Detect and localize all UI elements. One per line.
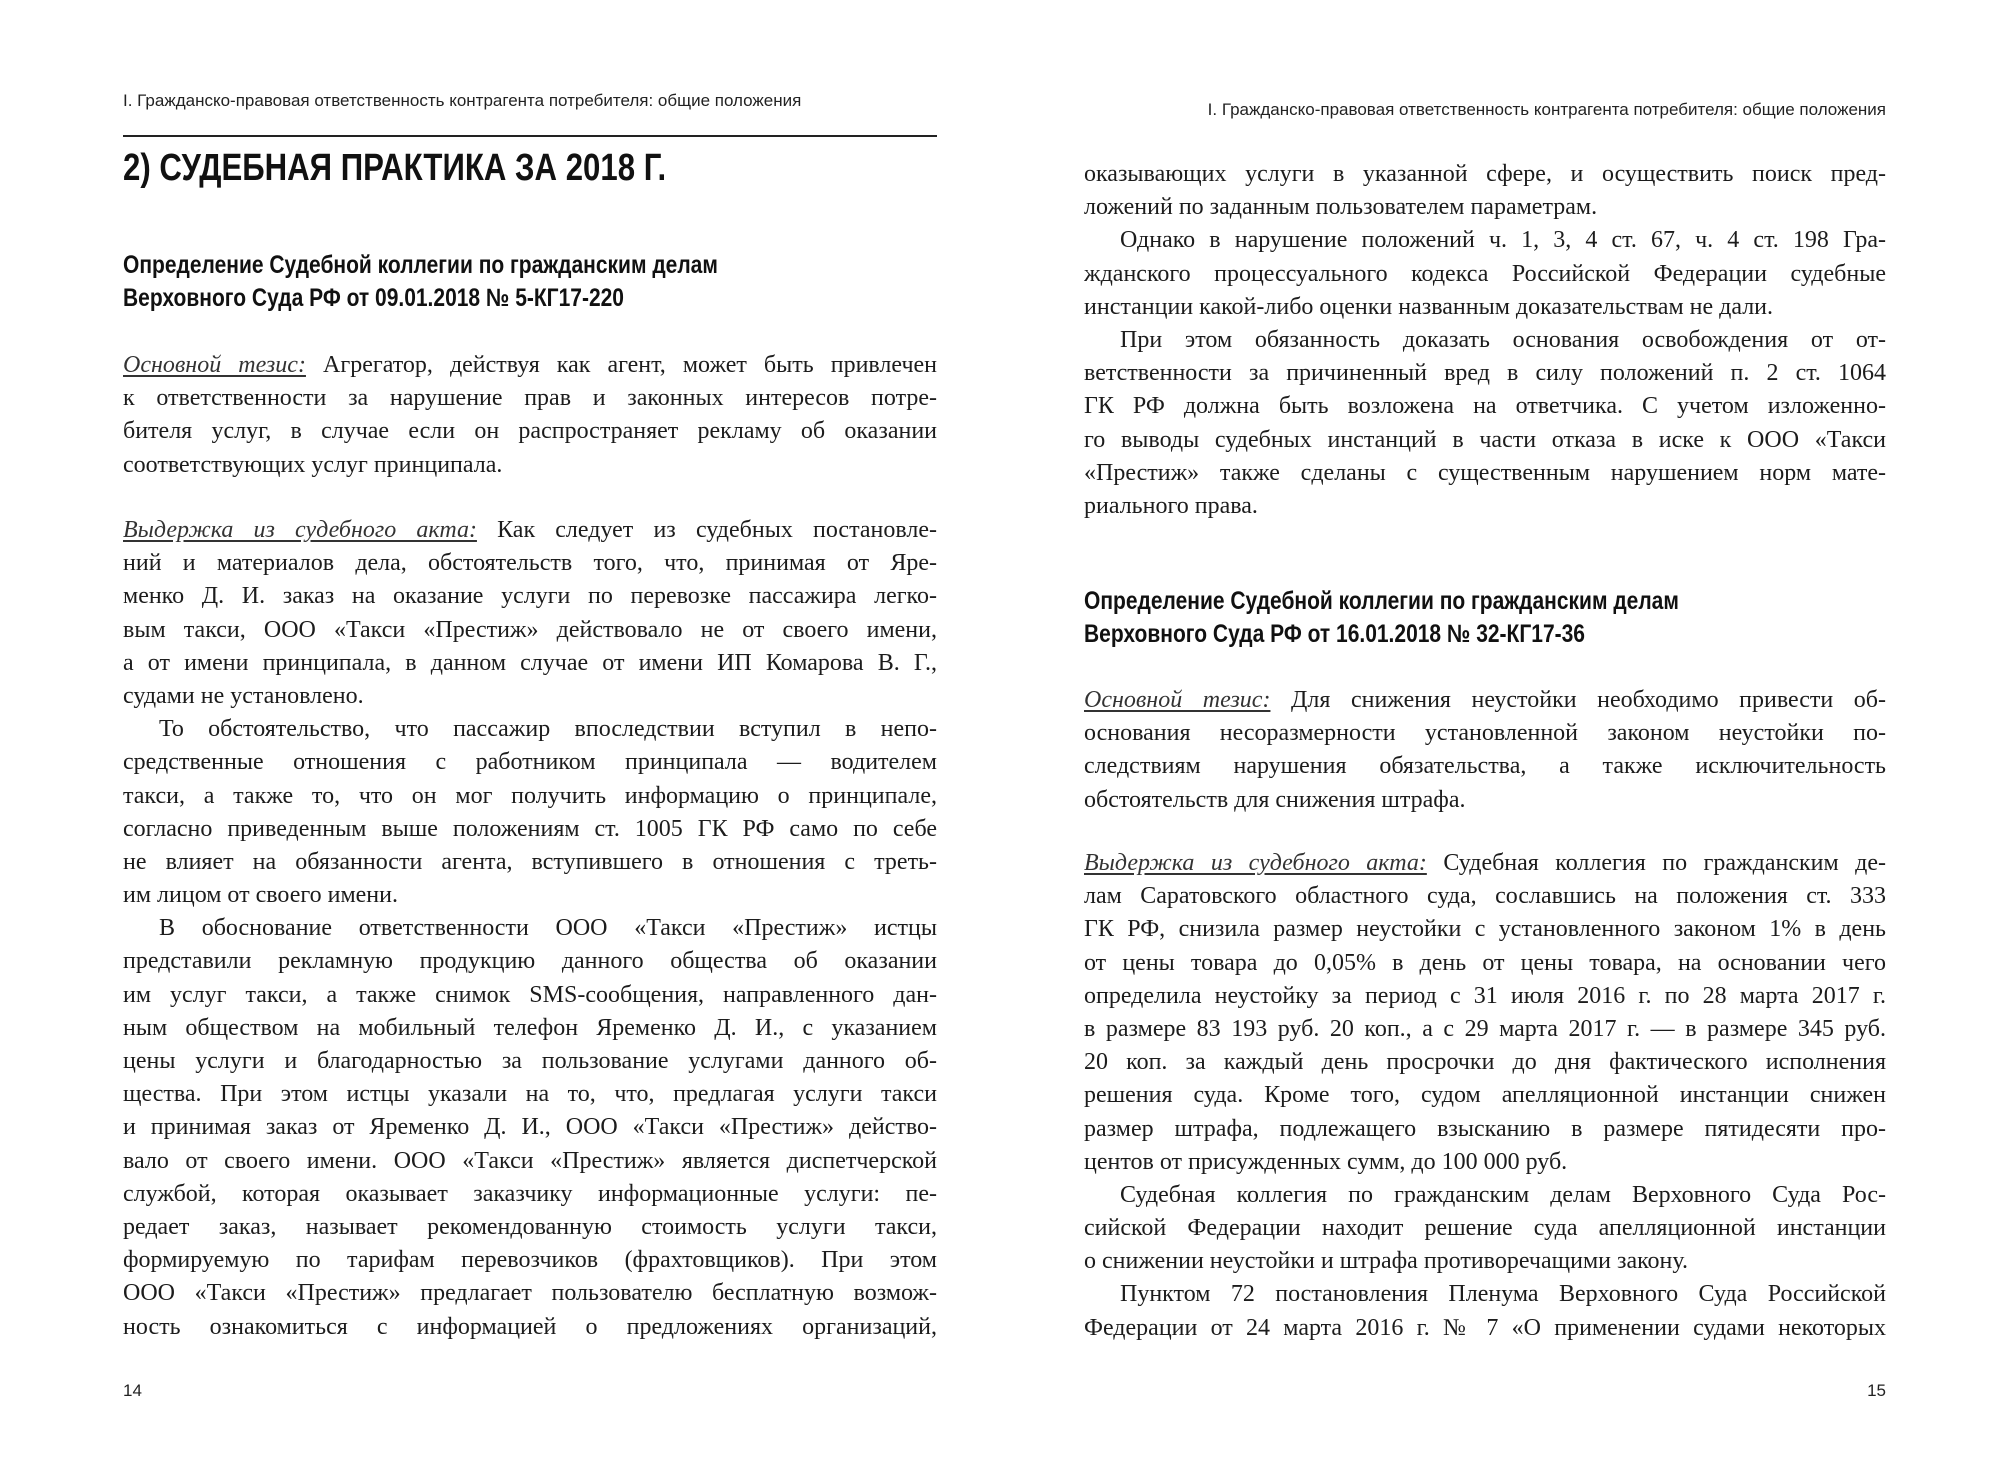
text-line-content: а от имени принципала, в данном случае от имени ИП Комарова В. Г.,: [123, 649, 937, 676]
text-line-content: центов от присужденных сумм, до 100 000 руб.: [1084, 1148, 1568, 1175]
text-line: [123, 349, 937, 382]
text-line: [1084, 784, 1886, 817]
section-title: 2) СУДЕБНАЯ ПРАКТИКА ЗА 2018 Г.: [123, 147, 667, 189]
text-line: [123, 912, 937, 945]
text-line-content: к ответственности за нарушение прав и законных интересов потре-: [123, 385, 937, 412]
continued-text: [1084, 158, 1886, 523]
text-line-content: им лицом от своего имени.: [123, 882, 398, 909]
text-line: [1084, 457, 1886, 490]
text-line: [123, 614, 937, 647]
thesis-2: [1084, 684, 1886, 817]
text-line: [123, 680, 937, 713]
text-line-content: ветственности за причиненный вред в силу положений п. 2 ст. 1064: [1084, 360, 1886, 387]
text-line: [1084, 158, 1886, 191]
excerpt-2: [1084, 847, 1886, 1345]
text-line-content: обстоятельств для снижения штрафа.: [1084, 786, 1466, 813]
text-line-content: оказывающих услуги в указанной сфере, и осуществить поиск пред-: [1084, 161, 1886, 187]
text-line-content: им услуг такси, а также снимок SMS-сообщения, направленного дан-: [123, 981, 937, 1008]
text-line-content: и принимая заказ от Яременко Д. И., ООО «Такси «Престиж» действо-: [123, 1114, 937, 1141]
text-line-content: редает заказ, называет рекомендованную стоимость услуги такси,: [123, 1213, 937, 1240]
text-line: [1084, 1013, 1886, 1046]
text-line-content: согласно приведенным выше положениям ст. 1005 ГК РФ само по себе: [123, 815, 937, 842]
text-line-content: «Престиж» также сделаны с существенным нарушением норм мате-: [1084, 459, 1886, 486]
text-line-content: такси, а также то, что он мог получить информацию о принципале,: [123, 782, 937, 809]
text-line-content: Федерации от 24 марта 2016 г. № 7 «О применении судами некоторых: [1084, 1314, 1886, 1341]
page-number-right: 15: [1867, 1381, 1886, 1400]
text-line-content: Для снижения неустойки необходимо привести об-: [1291, 687, 1886, 713]
text-line-content: определила неустойку за период с 31 июля 2016 г. по 28 марта 2017 г.: [1084, 982, 1886, 1009]
page-number-left: 14: [123, 1381, 142, 1400]
text-line-content: в размере 83 193 руб. 20 коп., а с 29 марта 2017 г. — в размере 345 руб.: [1084, 1015, 1886, 1042]
text-line-content: вым такси, ООО «Такси «Престиж» действовало не от своего имени,: [123, 616, 937, 643]
running-header-left: I. Гражданско-правовая ответственность контрагента потребителя: общие положения: [123, 91, 802, 110]
text-line: [1084, 947, 1886, 980]
text-line-content: ООО «Такси «Престиж» предлагает пользователю бесплатную возмож-: [123, 1280, 937, 1307]
text-line: [1084, 390, 1886, 423]
text-line: [123, 1211, 937, 1244]
text-line-content: о снижении неустойки и штрафа противоречащими закону.: [1084, 1248, 1688, 1275]
text-line: [123, 1012, 937, 1045]
text-line: [123, 746, 937, 779]
text-line: [1084, 1312, 1886, 1345]
section-label: Основной тезис:: [123, 352, 306, 378]
text-line: [123, 945, 937, 978]
case-heading-1: [123, 249, 937, 315]
text-line-content: Пунктом 72 постановления Пленума Верховного Суда Российской: [1120, 1281, 1886, 1308]
text-line: [123, 1244, 937, 1277]
text-line: [123, 846, 937, 879]
text-line-content: соответствующих услуг принципала.: [123, 451, 503, 478]
text-line-content: ний и материалов дела, обстоятельств того, что, принимая от Яре-: [123, 550, 937, 577]
text-line-content: размер штрафа, подлежащего взысканию в размере пятидесяти про-: [1084, 1115, 1886, 1142]
section-label: Основной тезис:: [1084, 687, 1271, 713]
text-line-content: го выводы судебных инстанций в части отказа в иске к ООО «Такси: [1084, 426, 1886, 453]
text-line: [123, 780, 937, 813]
text-line: [123, 415, 937, 448]
text-line: [123, 647, 937, 680]
text-line: [1084, 1179, 1886, 1212]
text-line: [1084, 913, 1886, 946]
text-line: [1084, 1046, 1886, 1079]
text-line-content: Судебная коллегия по гражданским де-: [1443, 850, 1886, 876]
running-header-right: I. Гражданско-правовая ответственность контрагента потребителя: общие положения: [1207, 100, 1886, 119]
text-line-content: ность ознакомиться с информацией о предложениях организаций,: [123, 1313, 937, 1340]
text-line-content: ГК РФ, снизила размер неустойки с установленного законом 1% в день: [1084, 916, 1886, 943]
text-line-content: ным обществом на мобильный телефон Яременко Д. И., с указанием: [123, 1014, 937, 1041]
text-line: [123, 879, 937, 912]
text-line: [123, 979, 937, 1012]
text-line-content: от цены товара до 0,05% в день от цены товара, на основании чего: [1084, 949, 1886, 976]
text-line-content: вало от своего имени. ООО «Такси «Престиж» является диспетчерской: [123, 1147, 937, 1174]
text-line: [123, 580, 937, 613]
text-line: [123, 382, 937, 415]
text-line: [123, 713, 937, 746]
text-line: [1084, 1245, 1886, 1278]
text-line-content: не влияет на обязанности агента, вступившего в отношения с треть-: [123, 848, 937, 875]
text-line: [123, 1277, 937, 1310]
text-line: [1084, 258, 1886, 291]
text-line-content: Агрегатор, действуя как агент, может быть привлечен: [323, 352, 937, 378]
text-line-content: представили рекламную продукцию данного общества об оказании: [123, 948, 937, 975]
text-line-content: решения суда. Кроме того, судом апелляционной инстанции снижен: [1084, 1082, 1886, 1109]
text-line: [123, 813, 937, 846]
text-line: [1084, 684, 1886, 717]
text-line: [1084, 980, 1886, 1013]
text-line: [123, 1078, 937, 1111]
text-line-content: следствиям нарушения обязательства, а также исключительность: [1084, 753, 1886, 780]
text-line-content: ложений по заданным пользователем параметрам.: [1084, 194, 1598, 221]
text-line: [123, 1178, 937, 1211]
text-line-content: службой, которая оказывает заказчику информационные услуги: пе-: [123, 1180, 937, 1207]
text-line-content: ГК РФ должна быть возложена на ответчика. С учетом изложенно-: [1084, 393, 1886, 420]
text-line: [1084, 191, 1886, 224]
text-line-content: бителя услуг, в случае если он распространяет рекламу об оказании: [123, 418, 937, 445]
text-line-content: Как следует из судебных постановле-: [497, 517, 937, 543]
text-line-content: судами не установлено.: [123, 682, 364, 709]
text-line-content: То обстоятельство, что пассажир впоследствии вступил в непо-: [159, 716, 937, 743]
text-line: [1084, 357, 1886, 390]
text-line: [123, 547, 937, 580]
text-line-content: менко Д. И. заказ на оказание услуги по перевозке пассажира легко-: [123, 583, 937, 610]
text-line-content: Судебная коллегия по гражданским делам Верховного Суда Рос-: [1120, 1181, 1886, 1208]
case-heading-line: Определение Судебной коллегии по гражданским делам: [1084, 587, 1679, 615]
text-line: [1084, 1212, 1886, 1245]
text-line: [123, 1311, 937, 1344]
text-line: [1084, 324, 1886, 357]
case-heading-line: Определение Судебной коллегии по гражданским делам: [123, 251, 718, 279]
text-line-content: риального права.: [1084, 492, 1258, 519]
text-line-content: основания несоразмерности установленной законом неустойки по-: [1084, 720, 1886, 747]
case-heading-line: Верховного Суда РФ от 16.01.2018 № 32-КГ17-36: [1084, 620, 1585, 649]
text-line-content: Однако в нарушение положений ч. 1, 3, 4 ст. 67, ч. 4 ст. 198 Гра-: [1120, 227, 1886, 254]
text-line-content: инстанции какой-либо оценки названным доказательствам не дали.: [1084, 293, 1774, 320]
section-label: Выдержка из судебного акта:: [1084, 850, 1427, 876]
excerpt-1: [123, 514, 937, 1344]
text-line: [1084, 424, 1886, 457]
text-line: [1084, 1113, 1886, 1146]
text-line-content: формируемую по тарифам перевозчиков (фрахтовщиков). При этом: [123, 1247, 937, 1274]
text-line-content: цены услуги и благодарностью за пользование услугами данного об-: [123, 1048, 937, 1074]
text-line: [1084, 224, 1886, 257]
text-line: [123, 1145, 937, 1178]
header-rule: [123, 135, 937, 137]
text-line-content: щества. При этом истцы указали на то, что, предлагая услуги такси: [123, 1081, 937, 1108]
case-heading-2: [1084, 585, 1886, 651]
text-line: [123, 514, 937, 547]
text-line: [1084, 750, 1886, 783]
text-line: [1084, 1079, 1886, 1112]
text-line: [123, 1045, 937, 1078]
text-line: [1084, 880, 1886, 913]
text-line-content: жданского процессуального кодекса Российской Федерации судебные: [1084, 260, 1886, 287]
text-line: [123, 449, 937, 482]
section-label: Выдержка из судебного акта:: [123, 517, 477, 543]
text-line: [1084, 490, 1886, 523]
text-line-content: 20 коп. за каждый день просрочки до дня фактического исполнения: [1084, 1049, 1886, 1076]
text-line: [1084, 1278, 1886, 1311]
thesis-1: [123, 349, 937, 482]
text-line: [123, 1111, 937, 1144]
text-line: [1084, 847, 1886, 880]
text-line-content: средственные отношения с работником принципала — водителем: [123, 749, 937, 776]
case-heading-line: Верховного Суда РФ от 09.01.2018 № 5-КГ17-220: [123, 284, 624, 313]
text-line-content: сийской Федерации находит решение суда апелляционной инстанции: [1084, 1215, 1886, 1242]
text-line: [1084, 1146, 1886, 1179]
text-line-content: При этом обязанность доказать основания освобождения от от-: [1120, 326, 1886, 353]
text-line: [1084, 717, 1886, 750]
text-line: [1084, 291, 1886, 324]
text-line-content: лам Саратовского областного суда, сославшись на положения ст. 333: [1084, 883, 1886, 910]
text-line-content: В обоснование ответственности ООО «Такси «Престиж» истцы: [159, 915, 937, 942]
